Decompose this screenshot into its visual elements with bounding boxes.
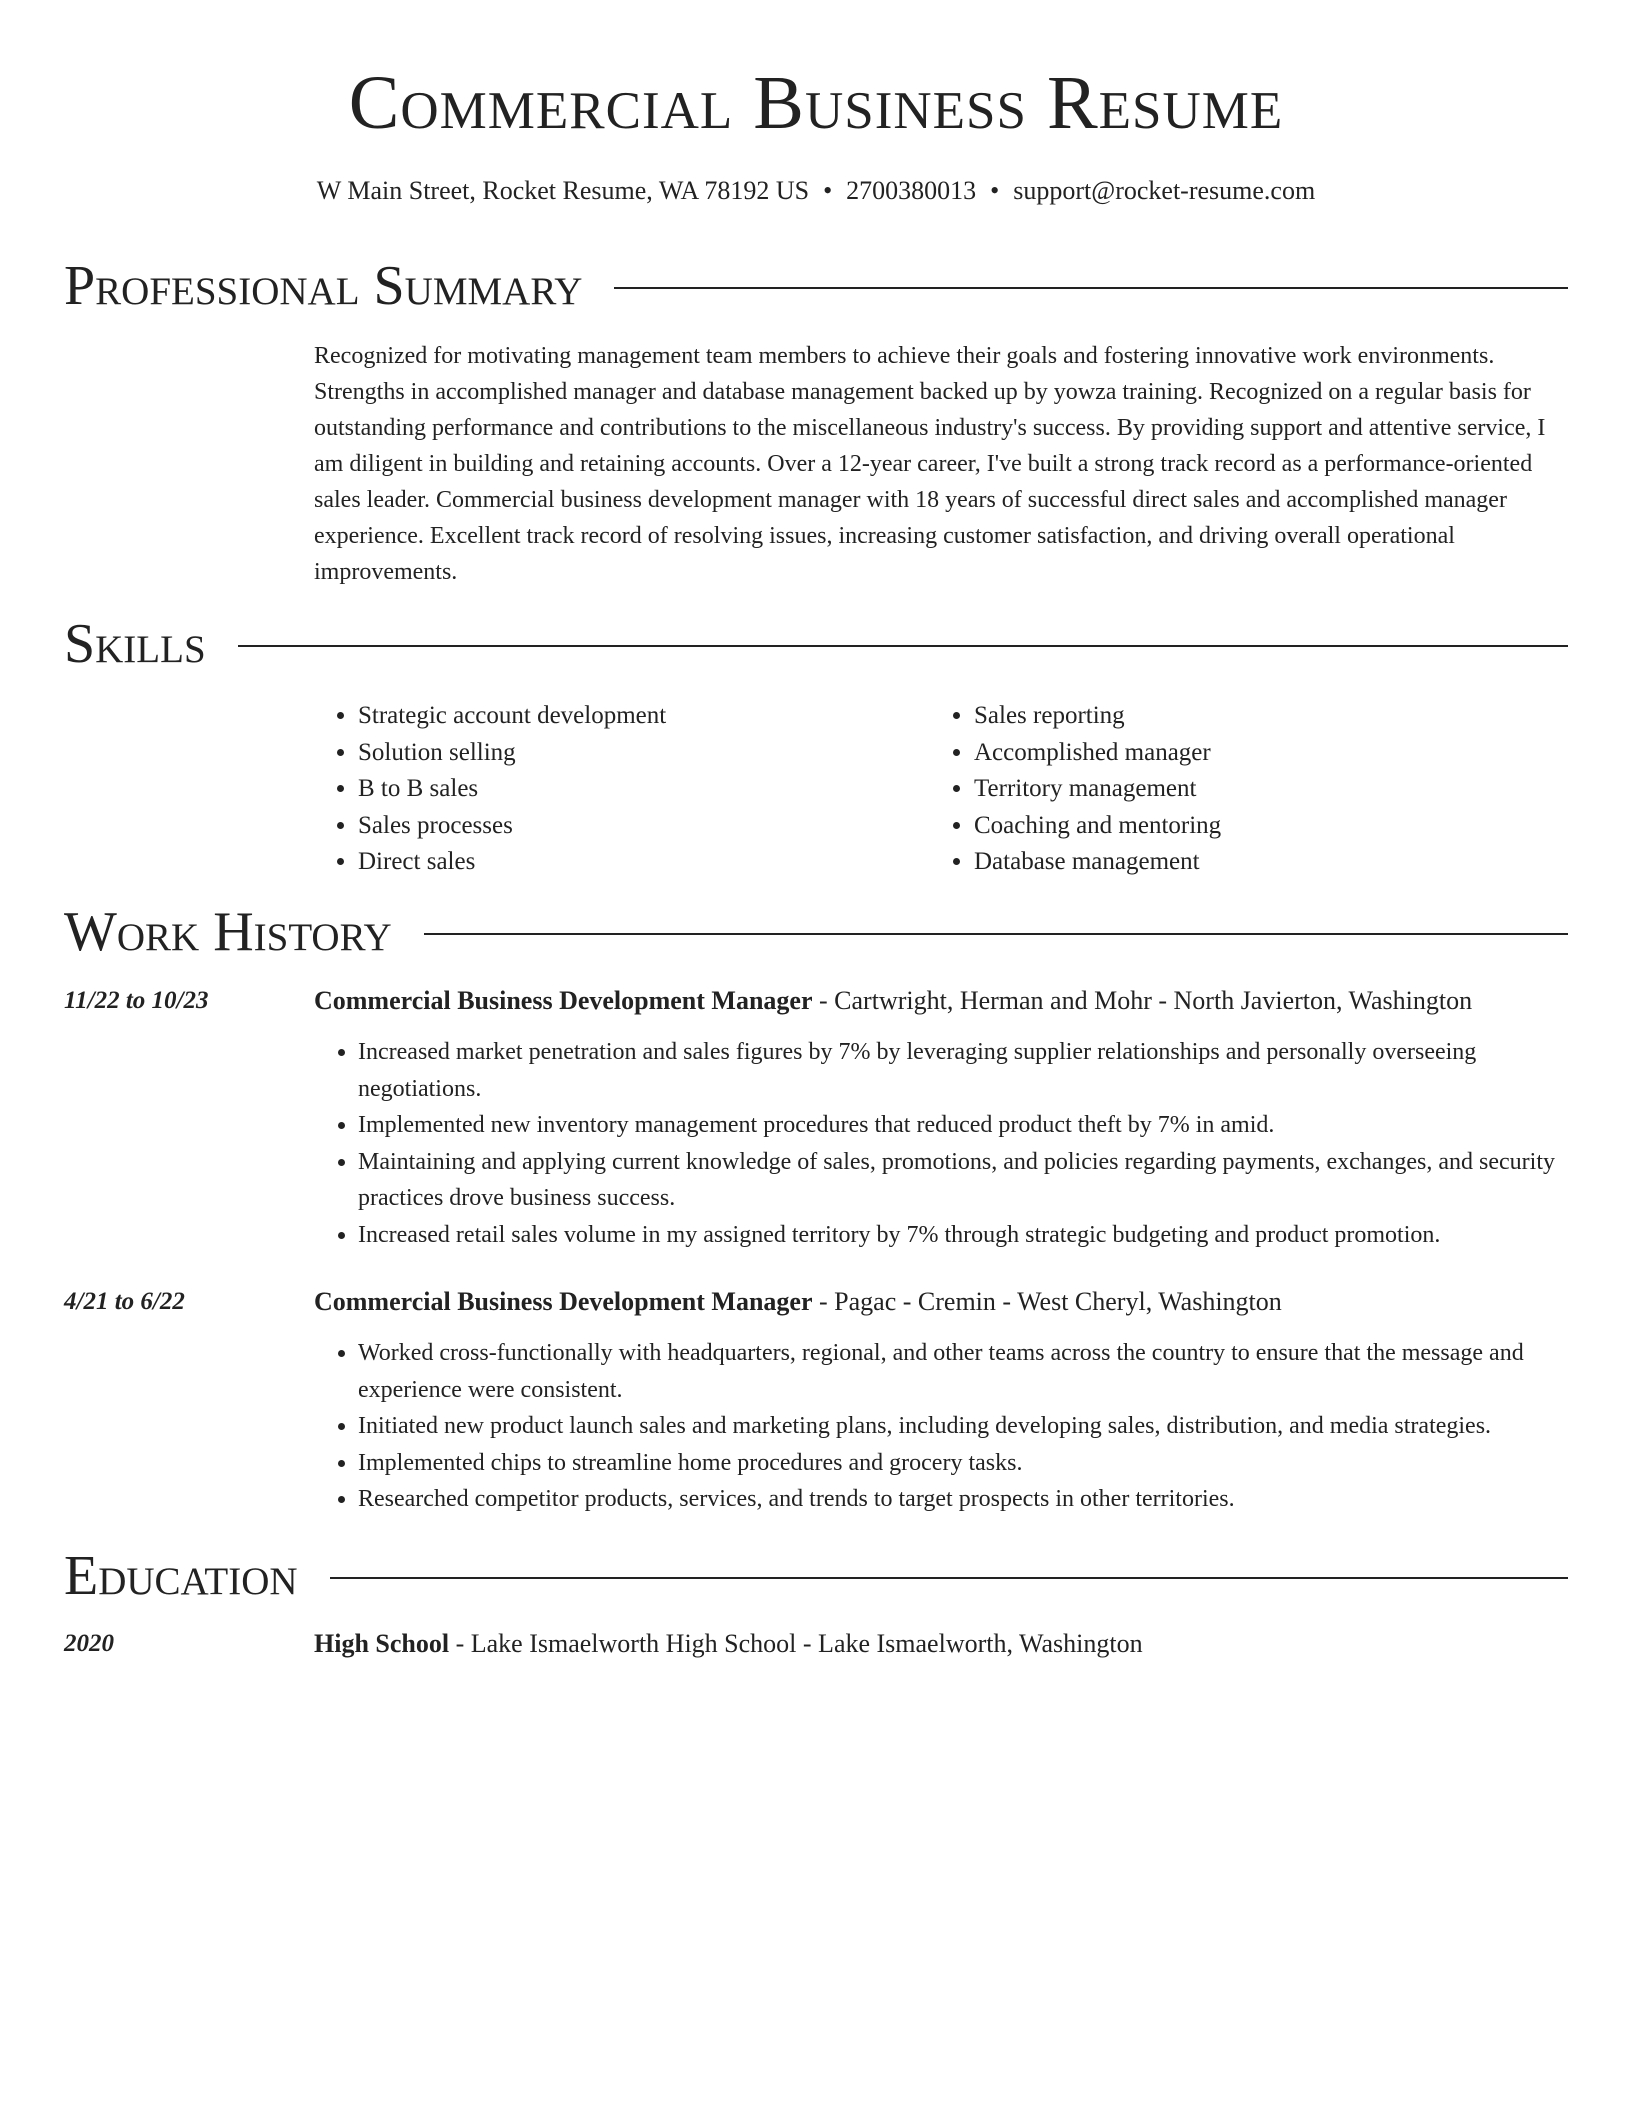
job-bullet: • Implemented chips to streamline home procedures and grocery tasks. <box>358 1445 1568 1482</box>
job-bullet: • Implemented new inventory management procedures that reduced product theft by 7% in amid. <box>358 1107 1568 1144</box>
skill-item: • Territory management <box>974 771 1546 808</box>
education-section-header <box>64 1544 1568 1608</box>
job-dates: 11/22 to 10/23 <box>64 987 209 1014</box>
education-degree: High School <box>314 1629 450 1658</box>
education-section-title: Education <box>64 1545 298 1607</box>
section-divider <box>614 287 1568 289</box>
section-divider <box>238 645 1568 647</box>
section-divider <box>330 1577 1568 1579</box>
summary-text: Recognized for motivating management team members to achieve their goals and fostering innovative work environments. Strengths in accomplished manager and database management backed up by yowza training. Recognized on a regular basis for outstanding performance and contributions to the miscellaneous industry's success. By providing support and attentive service, I am diligent in building and retaining accounts. Over a 12-year career, I've built a strong track record as a performance-oriented sales leader. Commercial business development manager with 18 years of successful direct sales and accomplished manager experience. Excellent track record of resolving issues, increasing customer satisfaction, and driving overall operational improvements. <box>314 343 1546 585</box>
skills-list <box>314 698 1568 881</box>
skills-section-title: Skills <box>64 613 206 675</box>
education-line <box>314 1626 1568 1662</box>
job-bullet: • Increased retail sales volume in my assigned territory by 7% through strategic budgeting and product promotion. <box>358 1217 1568 1254</box>
skill-item: • Strategic account development <box>358 698 930 735</box>
skill-item: • Solution selling <box>358 735 930 772</box>
work-section-title: Work History <box>64 901 392 963</box>
skill-item: • Direct sales <box>358 844 930 881</box>
resume-name-heading: Commercial Business Resume <box>348 61 1284 145</box>
skill-item: • Accomplished manager <box>974 735 1546 772</box>
job-bullets <box>314 1034 1568 1253</box>
skills-column-right <box>930 698 1546 881</box>
job-employer: - Pagac - Cremin - West Cheryl, Washington <box>812 1287 1282 1316</box>
contact-separator: • <box>823 176 833 205</box>
education-school: - Lake Ismaelworth High School - Lake Ismaelworth, Washington <box>449 1629 1143 1658</box>
job-bullet: • Worked cross-functionally with headquarters, regional, and other teams across the country to ensure that the message and experience were consistent. <box>358 1335 1568 1408</box>
skill-item: • Database management <box>974 844 1546 881</box>
job-title-line <box>314 983 1568 1019</box>
skills-column-left <box>314 698 930 881</box>
contact-line <box>0 174 1632 208</box>
skills-section-header <box>64 612 1568 676</box>
job-employer: - Cartwright, Herman and Mohr - North Javierton, Washington <box>812 986 1473 1015</box>
contact-phone: 2700380013 <box>846 176 977 205</box>
job-title-line <box>314 1284 1568 1320</box>
job-role: Commercial Business Development Manager <box>314 1287 813 1316</box>
job-bullet: • Increased market penetration and sales figures by 7% by leveraging supplier relationships and personally overseeing negotiations. <box>358 1034 1568 1107</box>
skill-item: • B to B sales <box>358 771 930 808</box>
work-section-header <box>64 900 1568 964</box>
skill-item: • Sales processes <box>358 808 930 845</box>
summary-section-header <box>64 254 1568 318</box>
job-bullet: • Maintaining and applying current knowledge of sales, promotions, and policies regarding payments, exchanges, and security practices drove business success. <box>358 1144 1568 1217</box>
skill-item: • Sales reporting <box>974 698 1546 735</box>
job-role: Commercial Business Development Manager <box>314 986 813 1015</box>
contact-separator: • <box>990 176 1000 205</box>
job-bullet: • Researched competitor products, services, and trends to target prospects in other territories. <box>358 1481 1568 1518</box>
job-bullets <box>314 1335 1568 1518</box>
job-bullet: • Initiated new product launch sales and marketing plans, including developing sales, distribution, and media strategies. <box>358 1408 1568 1445</box>
job-dates: 4/21 to 6/22 <box>64 1288 185 1315</box>
contact-email: support@rocket-resume.com <box>1013 176 1316 205</box>
education-year: 2020 <box>64 1630 114 1657</box>
section-divider <box>424 933 1568 935</box>
summary-section-title: Professional Summary <box>64 255 583 317</box>
skill-item: • Coaching and mentoring <box>974 808 1546 845</box>
contact-address: W Main Street, Rocket Resume, WA 78192 US <box>316 176 810 205</box>
